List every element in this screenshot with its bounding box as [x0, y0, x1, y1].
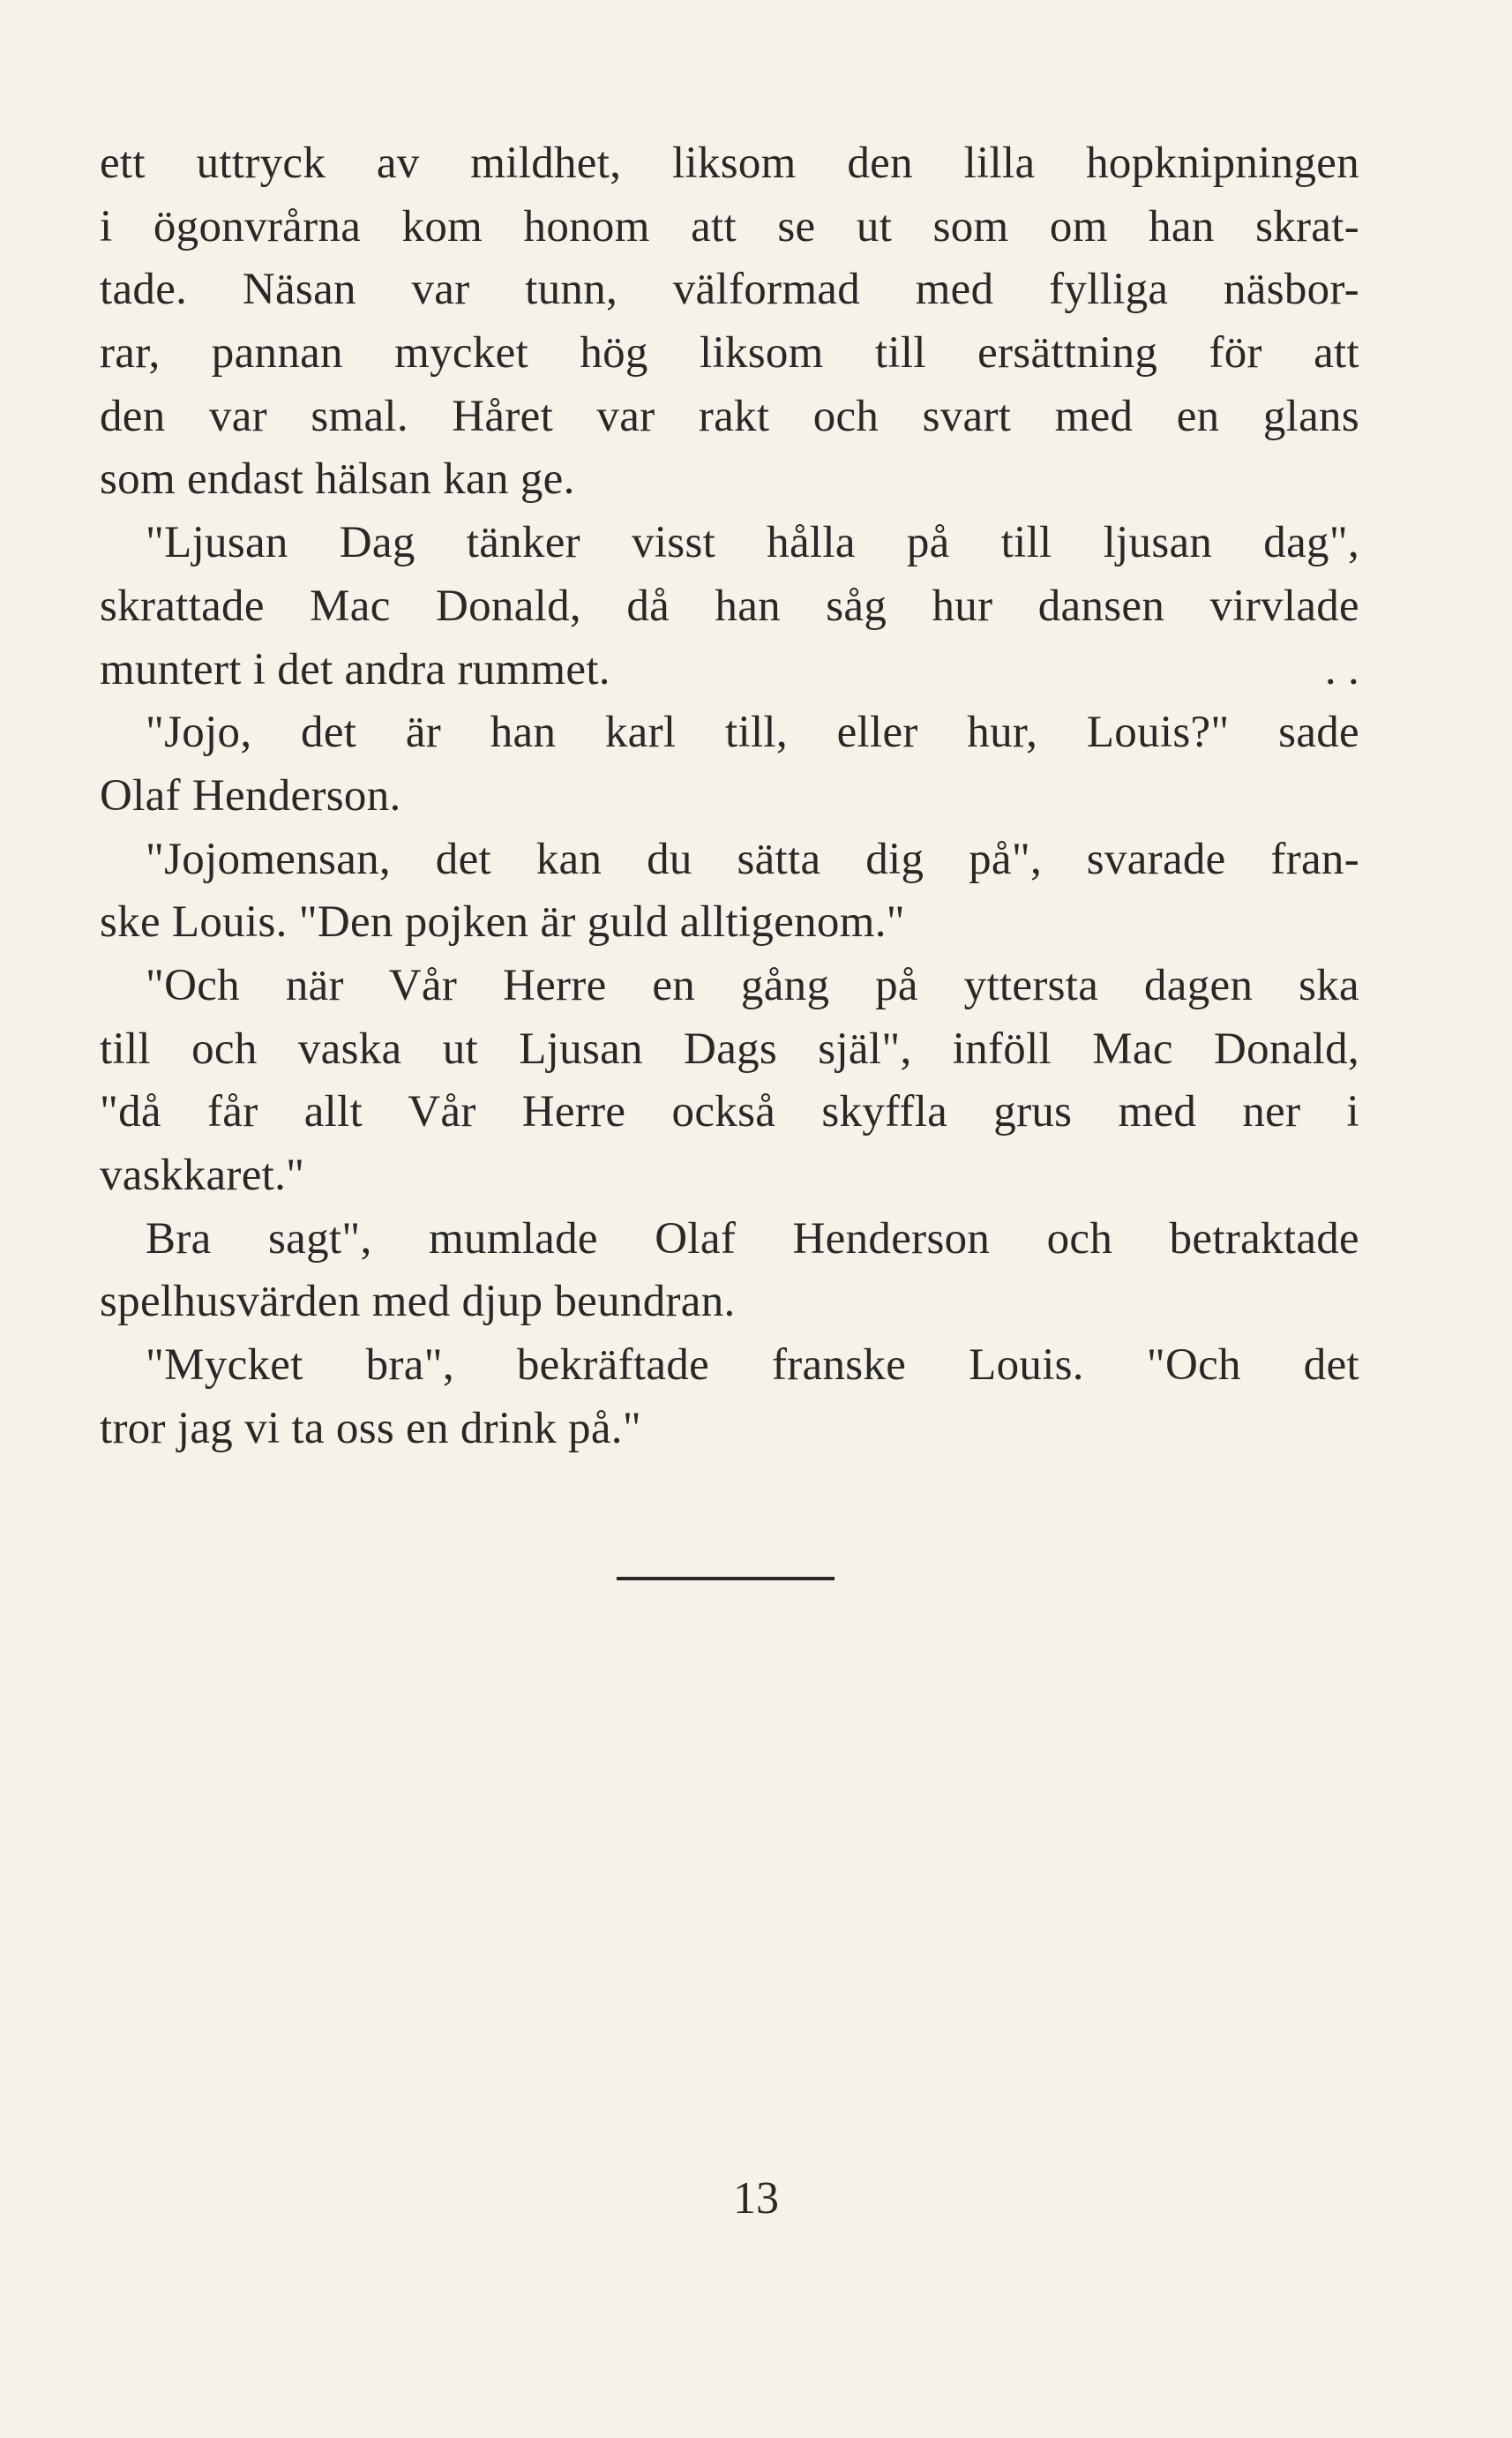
text-line: den var smal. Håret var rakt och svart med en glans [100, 391, 1359, 441]
text-line: "Ljusan Dag tänker visst hålla på till ljusan dag", [146, 518, 1359, 568]
text-line: "Jojomensan, det kan du sätta dig på", svarade fran- [146, 834, 1359, 884]
text-line: spelhusvärden med djup beundran. [100, 1277, 736, 1327]
text-line: "då får allt Vår Herre också skyffla grus med ner i [100, 1087, 1359, 1137]
text-line: "Jojo, det är han karl till, eller hur, Louis?" sade [146, 708, 1359, 758]
text-line: tror jag vi ta oss en drink på." [100, 1403, 641, 1453]
text-line: Bra sagt", mumlade Olaf Henderson och betraktade [146, 1213, 1359, 1264]
text-line: Olaf Henderson. [100, 770, 401, 821]
section-divider [617, 1577, 835, 1580]
text-line: muntert i det andra rummet. [100, 644, 610, 694]
text-line: "Och när Vår Herre en gång på yttersta dagen ska [146, 960, 1359, 1010]
text-line: ske Louis. "Den pojken är guld alltigenom." [100, 897, 905, 948]
stray-mark: . . [1324, 644, 1359, 694]
page-body [100, 132, 1359, 1460]
text-line: rar, pannan mycket hög liksom till ersättning för att [100, 328, 1359, 379]
text-line: som endast hälsan kan ge. [100, 454, 575, 505]
page-number: 13 [733, 2173, 779, 2224]
text-line: ett uttryck av mildhet, liksom den lilla hopknipningen [100, 139, 1359, 188]
text-line: vaskkaret." [100, 1151, 305, 1200]
text-line: tade. Näsan var tunn, välformad med fylliga näsbor- [100, 265, 1359, 315]
text-line: skrattade Mac Donald, då han såg hur dansen virvlade [100, 581, 1359, 631]
text-line: "Mycket bra", bekräftade franske Louis. "Och det [146, 1340, 1359, 1391]
text-line-with-mark [100, 639, 1359, 702]
text-line: till och vaska ut Ljusan Dags själ", inföll Mac Donald, [100, 1024, 1359, 1074]
text-line: i ögonvrårna kom honom att se ut som om han skrat- [100, 201, 1359, 251]
